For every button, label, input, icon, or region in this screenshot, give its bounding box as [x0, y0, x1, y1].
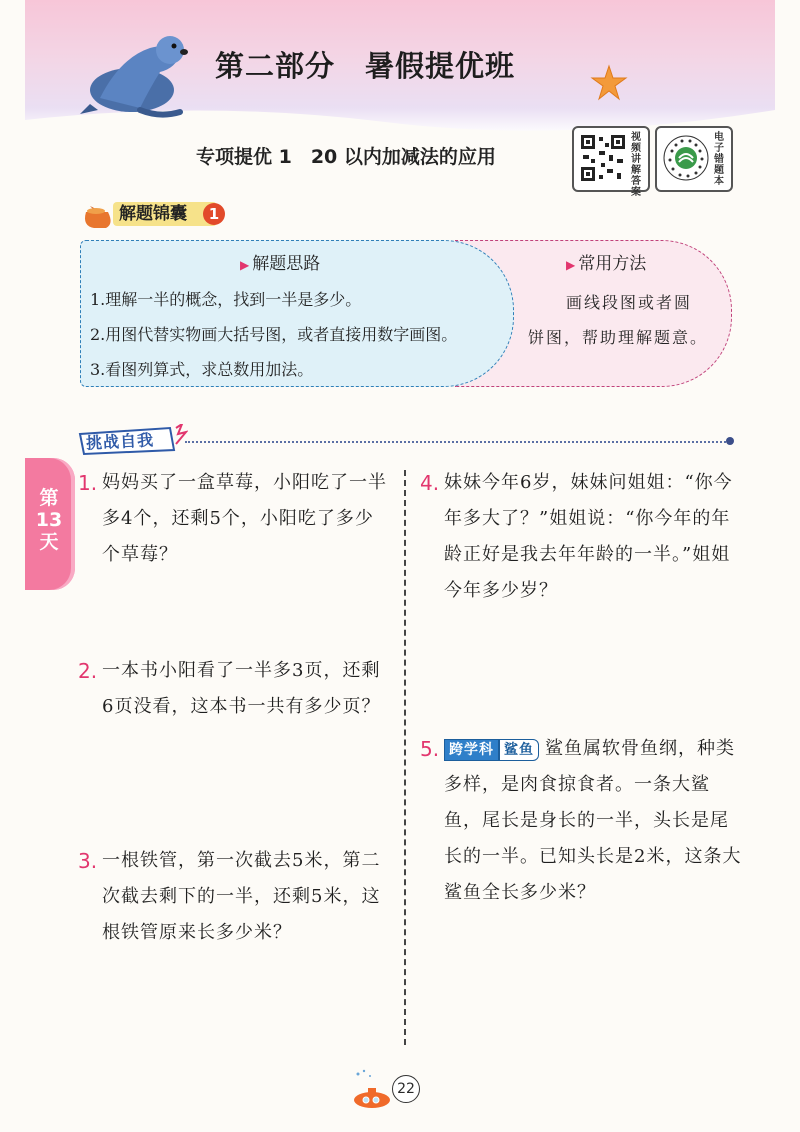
problem-5-body: 鲨鱼属软骨鱼纲，种类多样，是肉食掠食者。一条大鲨鱼，尾长是身长的一半，头长是尾长的一半。已知头长是2米，这条大鲨鱼全长多少米？: [444, 738, 742, 903]
problem-4-number: 4.: [420, 471, 440, 495]
tips-badge-label: 解题锦囊: [113, 202, 217, 226]
tips-badge-number: 1: [203, 203, 225, 225]
lucky-bag-icon: [80, 202, 114, 230]
starfish-icon: [590, 64, 628, 102]
problem-1-number: 1.: [78, 471, 98, 495]
qr-error-notebook[interactable]: [655, 126, 733, 192]
qr-label: 视频讲解答案: [631, 132, 641, 198]
problem-5-text: [444, 731, 744, 911]
tip-line-2: 2.用图代替实物画大括号图，或者直接用数字画图。: [90, 325, 458, 344]
problem-2-text: 一本书小阳看了一半多3页，还剩6页没看，这本书一共有多少页？: [102, 660, 381, 717]
column-divider: [404, 470, 406, 1045]
problem-3-text: 一根铁管，第一次截去5米，第二次截去剩下的一半，还剩5米，这根铁管原来长多少米？: [102, 850, 381, 943]
part-title: 第二部分 暑假提优班: [215, 49, 516, 83]
problem-5-number: 5.: [420, 737, 440, 761]
problem-1-text: 妈妈买了一盒草莓，小阳吃了一半多4个，还剩5个，小阳吃了多少个草莓？: [102, 472, 387, 565]
problem-3-number: 3.: [78, 849, 98, 873]
page-number: 22: [392, 1075, 420, 1103]
cross-subject-tag: 跨学科: [444, 739, 499, 761]
submarine-icon: [350, 1068, 394, 1112]
problem-2-number: 2.: [78, 659, 98, 683]
tip-line-1: 1.理解一半的概念，找到一半是多少。: [90, 290, 362, 309]
qr-label: 电子错题本: [714, 132, 724, 187]
topic-tag-shark: 鲨鱼: [499, 739, 539, 761]
problem-4-text: 妹妹今年6岁，妹妹问姐姐：“你今年多大了？”姐姐说：“你今年的年龄正好是我去年年龄的一半。”姐姐今年多少岁？: [444, 472, 733, 601]
common-methods-text: 画线段图或者圆饼图，帮助理解题意。: [528, 293, 709, 347]
qr-video-answers[interactable]: [572, 126, 650, 198]
triangle-icon: ▶: [240, 258, 250, 272]
tip-line-3: 3.看图列算式，求总数用加法。: [90, 360, 314, 379]
solution-ideas-heading: ▶ 解题思路: [240, 254, 321, 274]
triangle-icon: ▶: [566, 258, 576, 272]
page-subtitle: 专项提优 1 20 以内加减法的应用: [196, 146, 496, 168]
day-tab-label: 第13天: [35, 487, 63, 553]
dotted-divider: [185, 441, 730, 443]
challenge-label: 挑战自我: [85, 430, 155, 453]
common-methods-heading: ▶ 常用方法: [566, 254, 647, 274]
qr-code-icon: [579, 133, 627, 183]
divider-end-dot: [726, 437, 734, 445]
seal-illustration: [80, 28, 190, 120]
mini-program-code-icon: [662, 133, 710, 183]
